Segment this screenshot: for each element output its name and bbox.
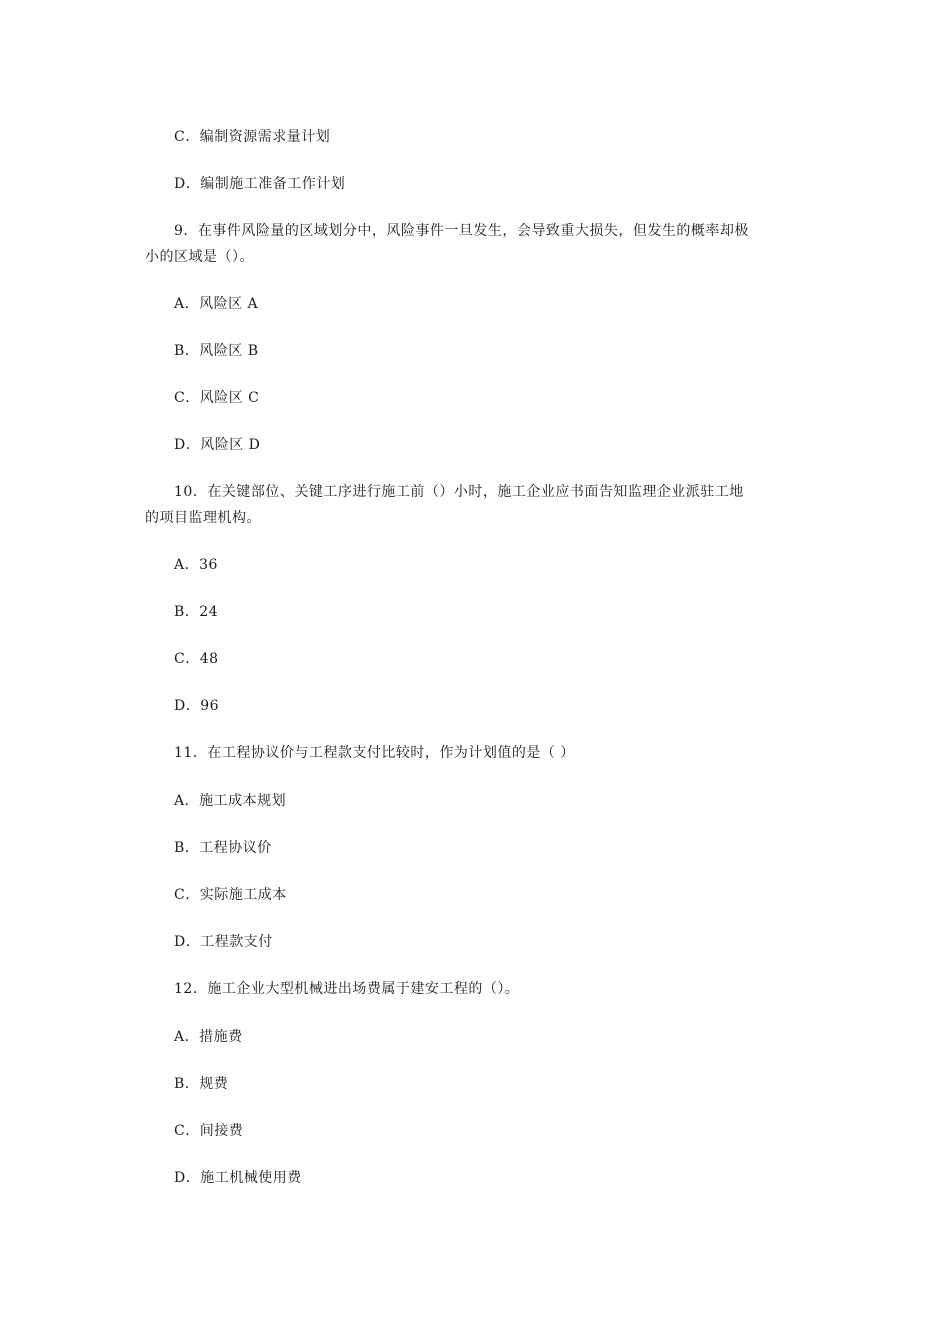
option-c: C．编制资源需求量计划 [174,129,331,145]
question-11-option-b: B．工程协议价 [174,840,272,856]
question-12-option-c: C．间接费 [174,1123,244,1139]
question-9-option-d: D．风险区 D [174,437,261,453]
question-10-option-c: C．48 [174,651,219,667]
question-9-text: 9．在事件风险量的区域划分中，风险事件一旦发生，会导致重大损失，但发生的概率却极 [174,223,749,239]
question-11-option-a: A．施工成本规划 [174,793,287,809]
option-d: D．编制施工准备工作计划 [174,176,346,192]
question-12-option-d: D．施工机械使用费 [174,1170,302,1186]
question-12-text: 12．施工企业大型机械进出场费属于建安工程的（）。 [174,981,520,997]
question-12-option-b: B．规费 [174,1076,229,1092]
question-12-option-a: A．措施费 [174,1029,243,1045]
question-11-text: 11．在工程协议价与工程款支付比较时，作为计划值的是（ ） [174,745,575,761]
question-9-option-b: B．风险区 B [174,343,259,359]
question-10-option-a: A．36 [174,557,218,573]
question-11-option-c: C．实际施工成本 [174,887,287,903]
question-10-text-cont: 的项目监理机构。 [145,510,261,526]
question-9-text-cont: 小的区域是（）。 [145,249,254,265]
question-9-option-c: C．风险区 C [174,390,260,406]
question-10-option-d: D．96 [174,698,220,714]
question-11-option-d: D．工程款支付 [174,934,273,950]
question-10-text: 10．在关键部位、关键工序进行施工前（）小时，施工企业应书面告知监理企业派驻工地 [174,484,744,500]
question-10-option-b: B．24 [174,604,219,620]
question-9-option-a: A．风险区 A [174,296,259,312]
